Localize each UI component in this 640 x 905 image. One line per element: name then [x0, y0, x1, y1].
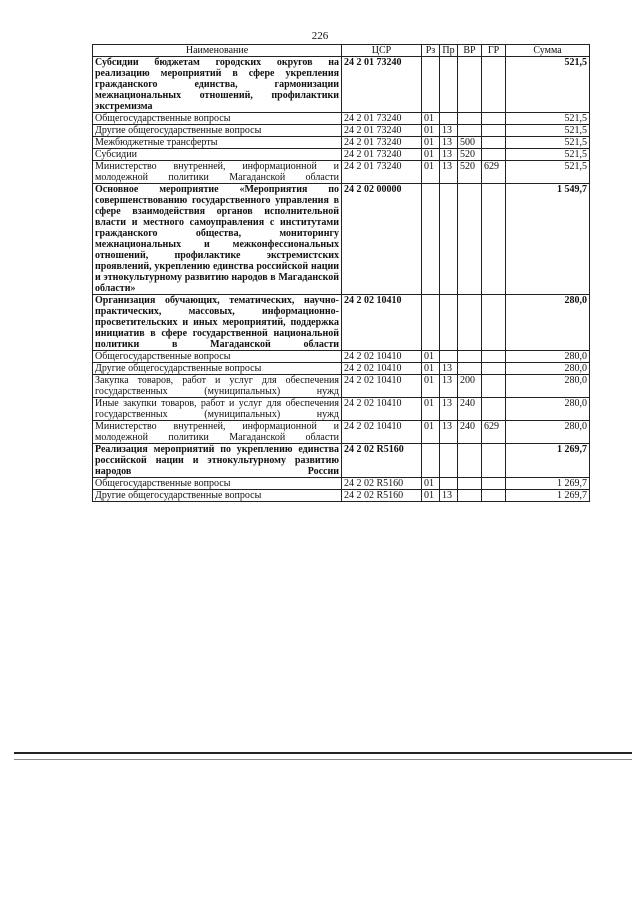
row-csr: 24 2 02 10410 [342, 351, 422, 363]
table-row [93, 125, 590, 137]
header-gr: ГР [482, 45, 506, 57]
header-rz: Рз [422, 45, 440, 57]
row-csr: 24 2 02 R5160 [342, 490, 422, 502]
row-pr: 13 [440, 421, 458, 444]
budget-table [92, 44, 590, 502]
table-row [93, 161, 590, 184]
page-number: 226 [311, 30, 329, 42]
row-pr [440, 444, 458, 478]
row-vr [458, 125, 482, 137]
row-sum: 521,5 [506, 149, 590, 161]
page-bottom-rule [14, 752, 632, 754]
row-gr [482, 184, 506, 295]
row-pr: 13 [440, 490, 458, 502]
row-csr: 24 2 02 R5160 [342, 444, 422, 478]
header-sum: Сумма [506, 45, 590, 57]
row-csr: 24 2 02 10410 [342, 295, 422, 351]
row-rz: 01 [422, 351, 440, 363]
row-sum: 1 269,7 [506, 444, 590, 478]
row-rz: 01 [422, 125, 440, 137]
row-pr [440, 295, 458, 351]
row-name: Субсидии [93, 149, 342, 161]
row-csr: 24 2 01 73240 [342, 149, 422, 161]
row-gr [482, 351, 506, 363]
row-csr: 24 2 02 00000 [342, 184, 422, 295]
row-vr [458, 363, 482, 375]
row-vr: 240 [458, 398, 482, 421]
row-name: Общегосударственные вопросы [93, 113, 342, 125]
row-gr: 629 [482, 421, 506, 444]
row-vr: 520 [458, 149, 482, 161]
row-csr: 24 2 01 73240 [342, 161, 422, 184]
row-sum: 521,5 [506, 57, 590, 113]
row-pr [440, 184, 458, 295]
row-gr [482, 444, 506, 478]
row-gr [482, 295, 506, 351]
row-pr [440, 57, 458, 113]
row-gr [482, 490, 506, 502]
row-rz: 01 [422, 113, 440, 125]
row-name: Межбюджетные трансферты [93, 137, 342, 149]
row-gr [482, 398, 506, 421]
row-csr: 24 2 02 R5160 [342, 478, 422, 490]
row-pr: 13 [440, 398, 458, 421]
row-sum: 280,0 [506, 421, 590, 444]
header-name: Наименование [93, 45, 342, 57]
table-row [93, 149, 590, 161]
row-vr: 520 [458, 161, 482, 184]
row-gr [482, 375, 506, 398]
row-vr [458, 113, 482, 125]
row-pr: 13 [440, 363, 458, 375]
row-vr: 500 [458, 137, 482, 149]
row-pr [440, 351, 458, 363]
table-row [93, 398, 590, 421]
header-vr: ВР [458, 45, 482, 57]
row-csr: 24 2 02 10410 [342, 363, 422, 375]
row-sum: 280,0 [506, 351, 590, 363]
row-csr: 24 2 01 73240 [342, 113, 422, 125]
row-vr [458, 184, 482, 295]
row-sum: 280,0 [506, 295, 590, 351]
row-csr: 24 2 01 73240 [342, 137, 422, 149]
row-sum: 280,0 [506, 398, 590, 421]
row-rz: 01 [422, 149, 440, 161]
row-name: Другие общегосударственные вопросы [93, 125, 342, 137]
row-pr: 13 [440, 375, 458, 398]
table-row [93, 444, 590, 478]
row-name: Закупка товаров, работ и услуг для обеспечения государственных (муниципальных) нужд [93, 375, 342, 398]
row-vr: 200 [458, 375, 482, 398]
row-vr [458, 478, 482, 490]
row-gr [482, 125, 506, 137]
row-rz: 01 [422, 137, 440, 149]
row-pr: 13 [440, 149, 458, 161]
row-rz [422, 184, 440, 295]
row-sum: 521,5 [506, 113, 590, 125]
row-vr [458, 295, 482, 351]
table-row [93, 57, 590, 113]
row-sum: 280,0 [506, 375, 590, 398]
table-row [93, 421, 590, 444]
row-rz: 01 [422, 478, 440, 490]
row-pr: 13 [440, 161, 458, 184]
row-csr: 24 2 02 10410 [342, 398, 422, 421]
row-sum: 521,5 [506, 125, 590, 137]
row-gr [482, 478, 506, 490]
row-pr: 13 [440, 125, 458, 137]
row-rz [422, 295, 440, 351]
table-row [93, 184, 590, 295]
row-gr [482, 149, 506, 161]
table-row [93, 351, 590, 363]
row-vr [458, 444, 482, 478]
row-rz [422, 57, 440, 113]
table-row [93, 490, 590, 502]
row-name: Субсидии бюджетам городских округов на реализацию мероприятий в сфере укрепления гражданского единства, гармонизации межнациональных отношений, профилактики экстремизма [93, 57, 342, 113]
row-rz: 01 [422, 421, 440, 444]
row-name: Министерство внутренней, информационной и молодежной политики Магаданской области [93, 161, 342, 184]
table-row [93, 375, 590, 398]
row-sum: 1 269,7 [506, 478, 590, 490]
row-rz: 01 [422, 363, 440, 375]
row-pr [440, 478, 458, 490]
row-sum: 1 269,7 [506, 490, 590, 502]
row-pr: 13 [440, 137, 458, 149]
row-vr [458, 351, 482, 363]
row-gr [482, 363, 506, 375]
row-csr: 24 2 02 10410 [342, 375, 422, 398]
table-row [93, 478, 590, 490]
table-row [93, 295, 590, 351]
row-rz: 01 [422, 375, 440, 398]
header-pr: Пр [440, 45, 458, 57]
row-csr: 24 2 01 73240 [342, 57, 422, 113]
row-name: Основное мероприятие «Мероприятия по совершенствованию государственного управления в сфере взаимодействия органов исполнительной власти и местного самоуправления с институтами гражданского общества, мониторингу межнациональных и межконфессиональных отношений, профилактике экстремистских проявлений, укреплению единства российской нации и этнокультурному развитию народов в Магаданской области» [93, 184, 342, 295]
row-sum: 280,0 [506, 363, 590, 375]
row-name: Реализация мероприятий по укреплению единства российской нации и этнокультурному развитию народов России [93, 444, 342, 478]
row-gr [482, 57, 506, 113]
page-bottom-rule-thin [14, 759, 632, 760]
row-name: Организация обучающих, тематических, научно-практических, массовых, информационно-просветительских и иных мероприятий, поддержка инициатив в сфере государственной национальной политики в Магаданской области [93, 295, 342, 351]
row-vr [458, 57, 482, 113]
table-header-row [93, 45, 590, 57]
row-sum: 521,5 [506, 137, 590, 149]
table-row [93, 137, 590, 149]
row-rz: 01 [422, 161, 440, 184]
table-row [93, 113, 590, 125]
row-vr: 240 [458, 421, 482, 444]
row-pr [440, 113, 458, 125]
header-csr: ЦСР [342, 45, 422, 57]
row-name: Другие общегосударственные вопросы [93, 363, 342, 375]
row-rz: 01 [422, 490, 440, 502]
row-name: Министерство внутренней, информационной и молодежной политики Магаданской области [93, 421, 342, 444]
row-gr [482, 137, 506, 149]
row-name: Иные закупки товаров, работ и услуг для обеспечения государственных (муниципальных) нужд [93, 398, 342, 421]
row-csr: 24 2 02 10410 [342, 421, 422, 444]
row-name: Другие общегосударственные вопросы [93, 490, 342, 502]
row-gr: 629 [482, 161, 506, 184]
table-row [93, 363, 590, 375]
row-csr: 24 2 01 73240 [342, 125, 422, 137]
row-sum: 1 549,7 [506, 184, 590, 295]
row-sum: 521,5 [506, 161, 590, 184]
row-vr [458, 490, 482, 502]
row-name: Общегосударственные вопросы [93, 478, 342, 490]
row-gr [482, 113, 506, 125]
row-name: Общегосударственные вопросы [93, 351, 342, 363]
row-rz [422, 444, 440, 478]
row-rz: 01 [422, 398, 440, 421]
